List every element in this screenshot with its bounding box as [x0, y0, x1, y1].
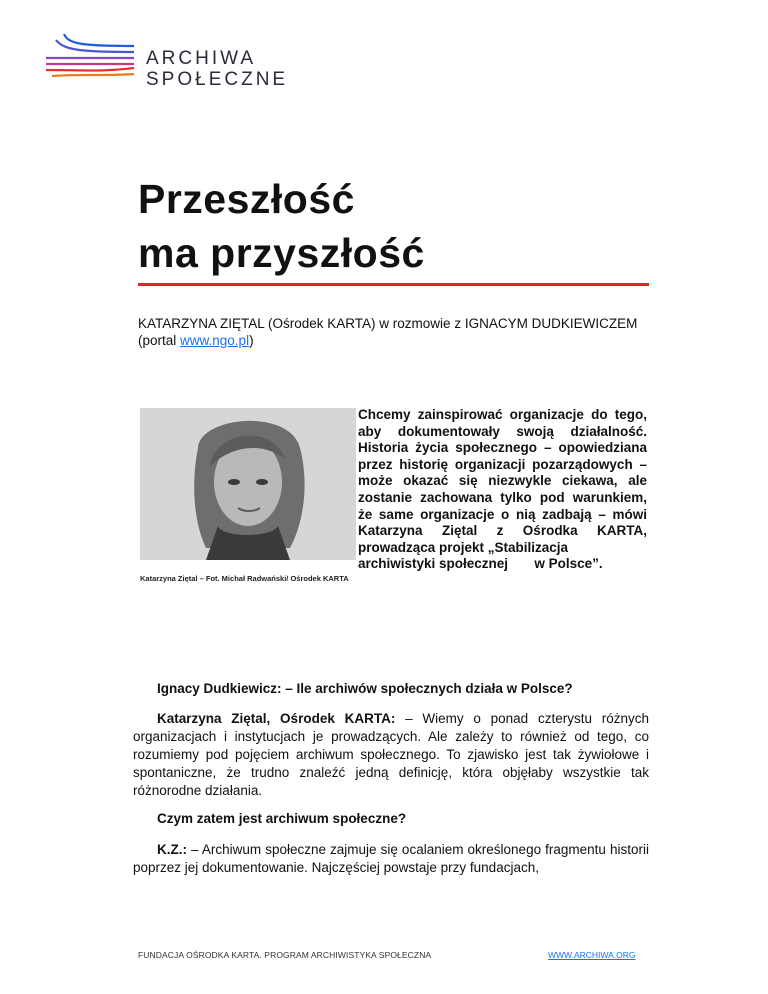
footer-organization: FUNDACJA OŚRODKA KARTA. PROGRAM ARCHIWISTYKA SPOŁECZNA [138, 950, 432, 960]
portrait-image [140, 408, 356, 560]
ngo-link[interactable]: www.ngo.pl [180, 333, 250, 348]
logo-stripes-icon [42, 28, 142, 84]
answer-1-speaker: Katarzyna Ziętal, Ośrodek KARTA: [157, 711, 396, 726]
lead-text: Chcemy zainspirować organizacje do tego, aby dokumentowały swoją działalność. Historia życia społecznego – opowiedziana przez historię organizacji pozarządowych – może okazać się niezwykle ciekawa, ale zostanie zachowana tylko pod warunkiem, że same organizacje o nią zadbają – mówi Katarzyna Ziętal z Ośrodka KARTA, prowadząca projekt „Stabilizacja [358, 407, 647, 555]
title-line-2: ma przyszłość [138, 230, 425, 276]
lead-paragraph [358, 407, 647, 573]
answer-1-text: – Wiemy o ponad czterystu różnych organizacjach i instytucjach je prowadzących. Ale zależy to również od tego, co rozumiemy pod pojęciem archiwum społecznego. To zjawisko jest tak żywiołowe i spontaniczne, że trudno znaleźć jedną definicję, która objęłaby wszystkie tak różnorodne działania. [133, 711, 649, 798]
article-title [138, 172, 658, 280]
question-1: Ignacy Dudkiewicz: – Ile archiwów społecznych działa w Polsce? [157, 681, 573, 696]
byline [138, 315, 648, 349]
answer-2-text: – Archiwum społeczne zajmuje się ocalaniem określonego fragmentu historii poprzez jej dokumentowanie. Najczęściej powstaje przy fundacjach, [133, 842, 649, 875]
question-2: Czym zatem jest archiwum społeczne? [157, 811, 407, 826]
portrait-photo [140, 408, 356, 560]
byline-end: ) [249, 333, 254, 348]
byline-text: KATARZYNA ZIĘTAL (Ośrodek KARTA) w rozmowie z IGNACYM DUDKIEWICZEM (portal [138, 316, 638, 348]
archiwa-logo [42, 28, 289, 90]
photo-caption: Katarzyna Ziętal – Fot. Michał Radwański/ Ośrodek KARTA [140, 574, 349, 583]
answer-2 [133, 841, 649, 877]
footer-website-link[interactable]: WWW.ARCHIWA.ORG [548, 950, 636, 960]
logo-line-2: SPOŁECZNE [146, 69, 289, 90]
answer-1 [133, 710, 649, 800]
answer-2-speaker: K.Z.: [157, 842, 187, 857]
lead-last-line: archiwistyki społecznej w Polsce”. [358, 556, 603, 572]
logo-text [146, 48, 288, 90]
title-divider [138, 283, 649, 286]
logo-line-1: ARCHIWA [146, 48, 257, 69]
title-line-1: Przeszłość [138, 176, 355, 222]
